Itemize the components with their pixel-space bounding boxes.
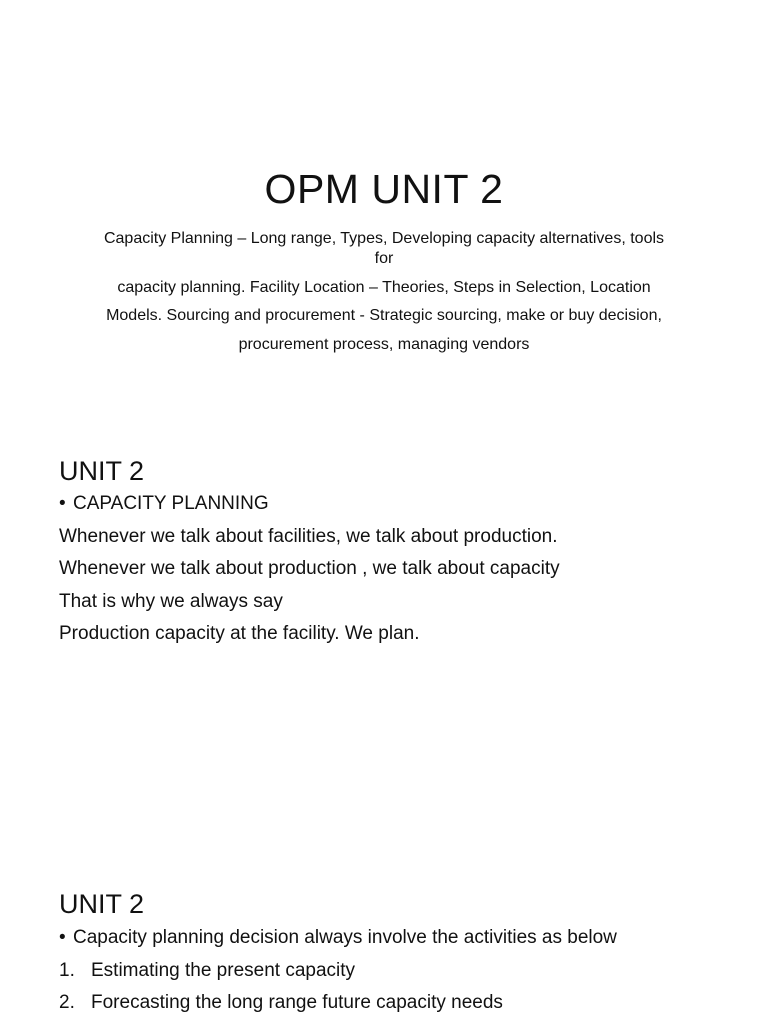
- subtitle-line: Models. Sourcing and procurement - Strategic sourcing, make or buy decision,: [106, 307, 662, 324]
- body-line: Whenever we talk about production , we talk about capacity: [59, 558, 560, 579]
- numbered-item: [59, 955, 739, 988]
- item-text: Forecasting the long range future capacity needs: [91, 992, 503, 1013]
- slide-body: [59, 488, 739, 651]
- slide-subtitle: [96, 229, 672, 363]
- numbered-item: [59, 987, 739, 1020]
- bullet-item: [59, 922, 739, 955]
- subtitle-line: Capacity Planning – Long range, Types, Developing capacity alternatives, tools for: [103, 230, 665, 267]
- item-number: 2.: [59, 992, 75, 1013]
- slide-heading: UNIT 2: [59, 456, 145, 486]
- body-line: Whenever we talk about facilities, we talk about production.: [59, 525, 558, 547]
- slide-title: OPM UNIT 2: [264, 166, 504, 212]
- body-line: That is why we always say: [59, 590, 283, 612]
- body-line: Production capacity at the facility. We plan.: [59, 623, 420, 644]
- slide-heading: UNIT 2: [59, 889, 145, 919]
- bullet-text: Capacity planning decision always involve the activities as below: [73, 927, 617, 948]
- title-slide: [0, 0, 768, 432]
- item-number: 1.: [59, 959, 75, 981]
- bullet-item: [59, 488, 739, 521]
- item-text: Estimating the present capacity: [91, 959, 356, 981]
- slide-body: [59, 922, 739, 1020]
- subtitle-line: capacity planning. Facility Location – Theories, Steps in Selection, Location: [117, 278, 651, 296]
- bullet-text: CAPACITY PLANNING: [73, 493, 269, 514]
- bullet-icon: •: [59, 927, 66, 948]
- bullet-icon: •: [59, 493, 66, 514]
- subtitle-line: procurement process, managing vendors: [238, 335, 530, 353]
